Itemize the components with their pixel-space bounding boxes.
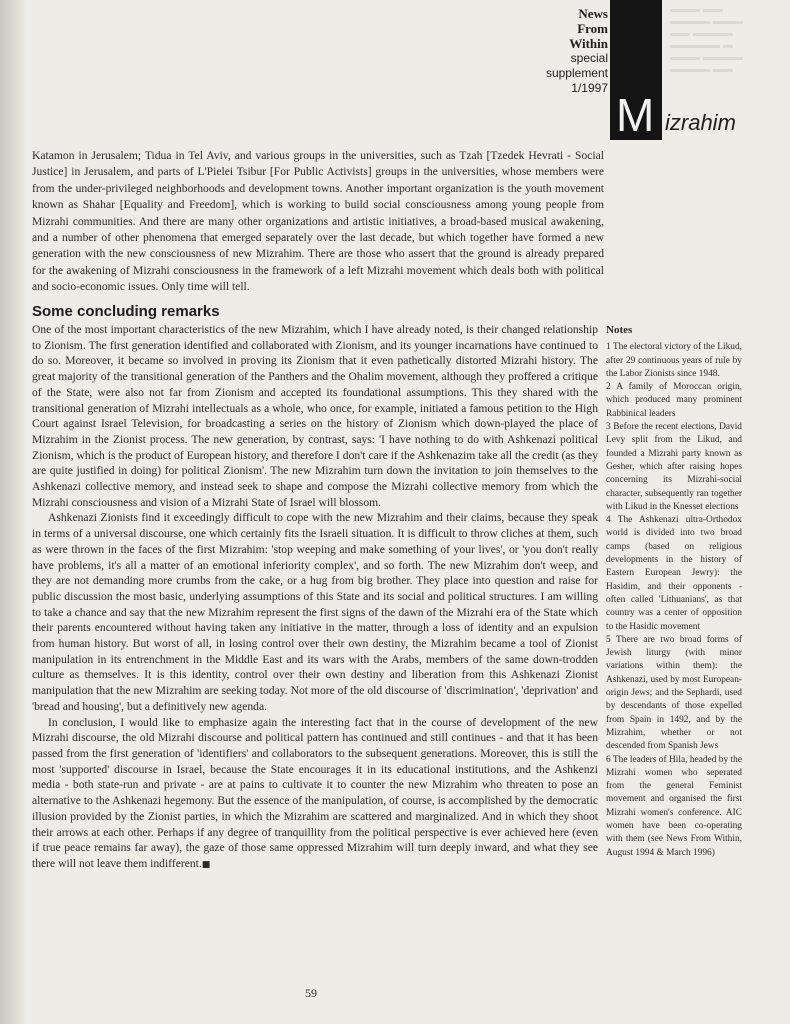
body-paragraph-3 bbox=[32, 715, 598, 874]
intro-paragraph: Katamon in Jerusalem; Tidua in Tel Aviv, and various groups in the universities, such as Tzah [Tzedek Hevrati - Social Justice] in Jerusalem, and parts of L'Pielei Tsibur [For Public Activists] groups in the universities, whose members were from the under-privileged neighborhoods and development towns. Another important organization is the youth movement known as Shahar [Equality and Freedom], which is working to build social consciousness among young people from Mizrahi communities. And there are many other organizations and artistic initiatives, a broad-based musical awakening, and a number of other phenomena that emerged separately over the last decade, but which together have formed a new generation with the new consciousness of new Mizrahim. There are those who assert that the ground is already prepared for the awakening of Mizrahi consciousness in the framework of a left Mizrahi movement which deals both with political and socio-economic issues. Only time will tell. bbox=[32, 149, 604, 294]
binding-gutter bbox=[0, 0, 26, 1024]
note-6: 6 The leaders of Hila, headed by the Mizrahi women who seperated from the general Feminist movement and organised the first Mizrahi women's conference. AIC women have been co-operating with them (see News From Within, August 1994 & March 1996) bbox=[606, 754, 742, 858]
body-paragraph-2: Ashkenazi Zionists find it exceedingly difficult to cope with the new Mizrahim and their claims, because they speak in terms of a universal discourse, one which certainly fits the Israeli situation. It is difficult to throw cliches at them, such as were thrown in the faces of the first Mizrahim: 'stop weeping and make something of your lives', or 'you don't really have problems, it's all a matter of an emotional inferiority complex', and so forth. The new Mizrahim don't weep, and they are not demanding more crumbs from the cake, or a hug from big brother. They place into question and raise for public discussion the most basic, underlying assumptions of this State and its social and political structures. I am willing to take a chance and say that the new Mizrahim represent the first signs of the dawn of the Mizrahi era of the State which their parents encountered without having taken any initiative in the matter, through a loss of identity and an expulsion from human history. But worst of all, in losing control over their own destiny, the Mizrahim became a tool of Zionist manipulation in its entrenchment in the Middle East and its wars with the Arabs, members of the same down-trodden culture as themselves. It is this identity, control over their own destiny and liberation from this Ashkenazi Zionist manipulation that the new Mizrahim are seeking today. Not more of the old discourse of 'discrimination', 'deprivation' and 'bread and housing', but a definitively new agenda. bbox=[32, 511, 598, 713]
masthead-within: Within bbox=[569, 36, 608, 51]
masthead-news: News bbox=[578, 6, 608, 21]
notes-column bbox=[606, 324, 742, 860]
note-2: 2 A family of Moroccan origin, which produced many prominent Rabbinical leaders bbox=[606, 382, 742, 419]
main-body bbox=[32, 322, 598, 874]
note-5: 5 There are two broad forms of Jewish liturgy (with minor variations within them): the Ashkenazi, used by most European-origin Jews; and the Sephardi, used by descendants of those expelled from Spain in 1492, and by the Mizrahim, whether or not descended from Spanish Jews bbox=[606, 634, 742, 752]
title-initial: M bbox=[616, 89, 655, 141]
title-block bbox=[610, 0, 662, 140]
page-number: 59 bbox=[305, 986, 317, 1000]
page-title: izrahim bbox=[665, 110, 736, 135]
masthead bbox=[520, 6, 608, 96]
body-paragraph-1: One of the most important characteristics of the new Mizrahim, which I have already noted, is their changed relationship to Zionism. The first generation identified and collaborated with Zionism, and its younger incarnations have continued to do so. Moreover, it became so involved in proving its Zionism that it even pathetically distorted Mizrahi history. The great majority of the transitional generation of the Panthers and the Ohalim movement, although they proffered a critique of the State, were also not far from Zionism and accepted its foundational assumptions. This they shared with the transitional generation of Mizrahi intellectuals as a whole, who once, for example, initiated a famous petition to the High Court against Israel Television, for broadcasting a series on the history of Zionism which down-played the place of Mizrahim in the Zionist process. The new generation, by contrast, says: 'I have nothing to do with Ashkenazi political Zionism, which is the product of European history, and therefore I don't care if the Ashkenazim take all the credit (as they are quite justified in doing) for political Zionism'. The new Mizrahim turn down the invitation to join themselves to the Ashkenazi collective memory, and instead seek to shape and compose the Mizrahi collective memory from which the Mizrahi consciousness and vision of a Mizrahi State of Israel will blossom. bbox=[32, 323, 598, 509]
masthead-issue: 1/1997 bbox=[571, 81, 608, 95]
bleed-through-text: ▬▬▬ ▬▬ ▬▬▬▬ ▬▬▬ ▬▬ ▬▬▬▬ ▬▬▬▬▬ ▬ ▬▬▬ ▬▬▬▬ ▬▬▬▬ ▬▬ bbox=[670, 4, 743, 75]
note-4: 4 The Ashkenazi ultra-Orthodox world is divided into two broad camps (based on religious developments in the history of Eastern European Jewry): the Hasidim, and their opponents - often called 'Lithuanians', as that country was a center of opposition to the Hasidic movement bbox=[606, 515, 742, 632]
note-3: 3 Before the recent elections, David Levy split from the Likud, and founded a Mizrahi party known as Gesher, which after raising hopes concerning its Mizrahi-social character, subsequently ran together with Likud in the Knesset elections bbox=[606, 422, 742, 512]
note-1: 1 The electoral victory of the Likud, after 29 continuous years of rule by the Labor Zionists since 1948. bbox=[606, 342, 742, 379]
body-paragraph-3-text: In conclusion, I would like to emphasize again the interesting fact that in the course of development of the new Mizrahi discourse, the old Mizrahi discourse and political pattern has continued and still continues - and that it has been passed from the first generation of 'identifiers' and collaborators to the subsequent generations. Moreover, this is still the most 'supported' discourse in Israel, because the State encourages it in its educational institutions, and the Ashkenzi media - both state-run and private - are at pains to cultivate it to counter the new Mizrahim who threaten to pose an alternative to the Ashkenazi hegemony. But the essence of the manipulation, of course, is accomplished by the democratic illusion provided by the Zionist parties, in which the Mizrahim are scattered and marginalized. And in which they shoot their arrows at each other. Perhaps if any degree of tranquillity from the political perspective is ever achieved here (even if true peace remains far away), the gaze of those same oppressed Mizrahim will turn deeply inward, and what they see there will not leave them indifferent. bbox=[32, 715, 598, 870]
section-heading: Some concluding remarks bbox=[32, 303, 220, 320]
masthead-supplement: supplement bbox=[545, 66, 608, 80]
masthead-special: special bbox=[570, 51, 608, 65]
end-of-article-mark: ■ bbox=[201, 859, 211, 870]
masthead-from: From bbox=[577, 21, 608, 36]
notes-heading: Notes bbox=[606, 324, 633, 336]
